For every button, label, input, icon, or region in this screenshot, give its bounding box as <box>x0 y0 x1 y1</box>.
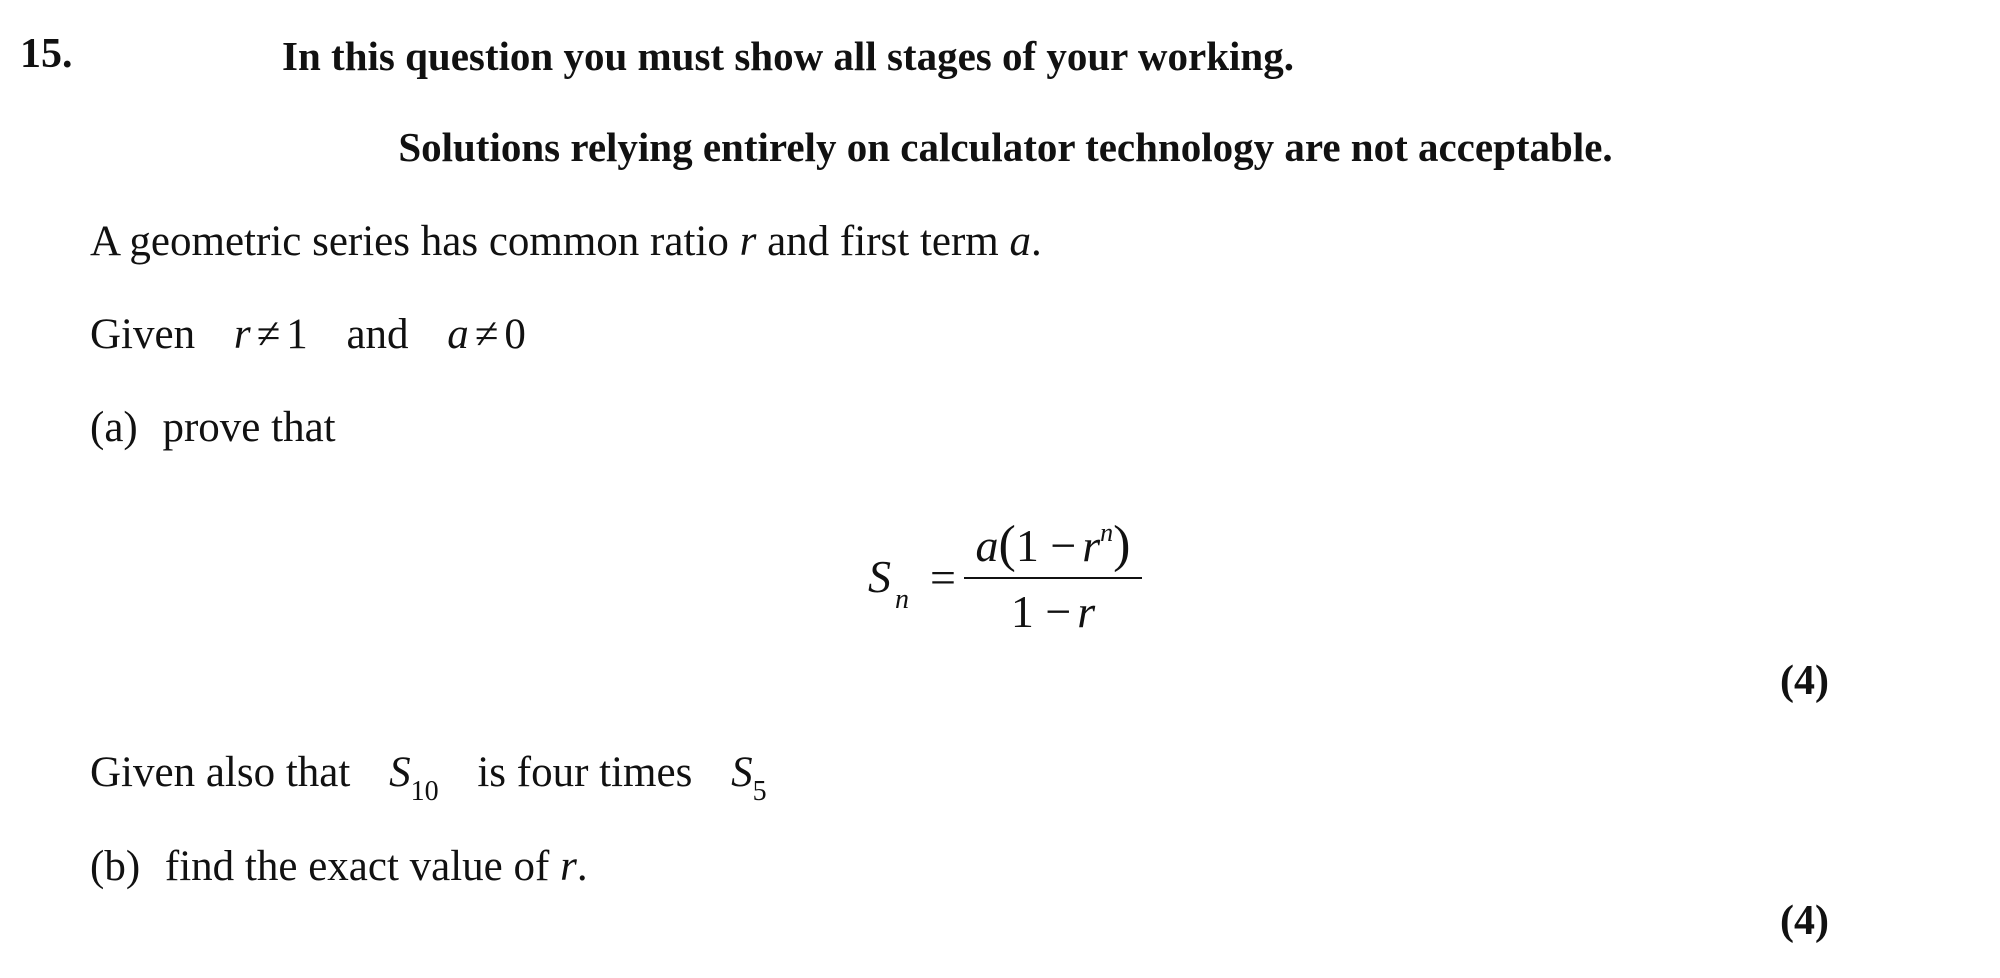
given-and: and <box>346 311 409 358</box>
intro-prefix: A geometric series has common ratio <box>90 218 740 265</box>
variable-a: a <box>1009 218 1031 265</box>
variable-r: r <box>233 311 251 358</box>
formula-den-one: 1 − <box>1010 586 1072 637</box>
part-a-line <box>90 403 336 452</box>
sum-formula <box>868 515 1168 645</box>
given-line <box>90 310 526 359</box>
part-b-suffix: . <box>576 843 588 890</box>
formula-sub-n: n <box>895 584 909 615</box>
given-label: Given <box>90 311 196 358</box>
part-a-marks: (4) <box>1780 658 1829 704</box>
formula-denominator <box>968 585 1138 638</box>
formula-num-one: 1 − <box>1015 520 1077 571</box>
formula-num-r: r <box>1082 520 1101 571</box>
s-five: S <box>731 749 753 796</box>
part-a-text: prove that <box>162 404 336 451</box>
not-equal-sign: ≠ <box>256 311 281 358</box>
given-also-middle: is four times <box>477 749 693 796</box>
given-also-line <box>90 748 767 807</box>
part-b-label: (b) <box>90 843 141 890</box>
instruction-calculator: Solutions relying entirely on calculator technology are not acceptable. <box>398 124 1613 170</box>
intro-line <box>90 217 1042 266</box>
formula-open-paren: ( <box>998 516 1016 573</box>
variable-r: r <box>739 218 757 265</box>
variable-a: a <box>447 311 469 358</box>
formula-den-r: r <box>1077 586 1096 637</box>
given-also-prefix: Given also that <box>90 749 351 796</box>
s-five-subscript: 5 <box>752 776 767 807</box>
value-zero: 0 <box>504 311 526 358</box>
instruction-working: In this question you must show all stages of your working. <box>282 33 1294 79</box>
intro-middle: and first term <box>756 218 1010 265</box>
s-ten: S <box>389 749 411 796</box>
formula-close-paren: ) <box>1113 516 1131 573</box>
question-number: 15. <box>20 31 73 77</box>
formula-lhs <box>868 550 909 615</box>
formula-num-sup-n: n <box>1100 518 1114 547</box>
formula-equals: = <box>930 552 956 603</box>
s-ten-subscript: 10 <box>410 776 439 807</box>
value-one: 1 <box>286 311 308 358</box>
not-equal-sign: ≠ <box>474 311 499 358</box>
fraction-bar <box>964 577 1142 579</box>
part-b-prefix: find the exact value of <box>164 843 561 890</box>
formula-numerator <box>968 515 1138 574</box>
part-b-marks: (4) <box>1780 898 1829 944</box>
intro-suffix: . <box>1031 218 1042 265</box>
part-a-label: (a) <box>90 404 138 451</box>
part-b-line <box>90 842 588 891</box>
formula-num-a: a <box>975 520 999 571</box>
formula-s: S <box>868 551 891 602</box>
variable-r: r <box>560 843 577 890</box>
